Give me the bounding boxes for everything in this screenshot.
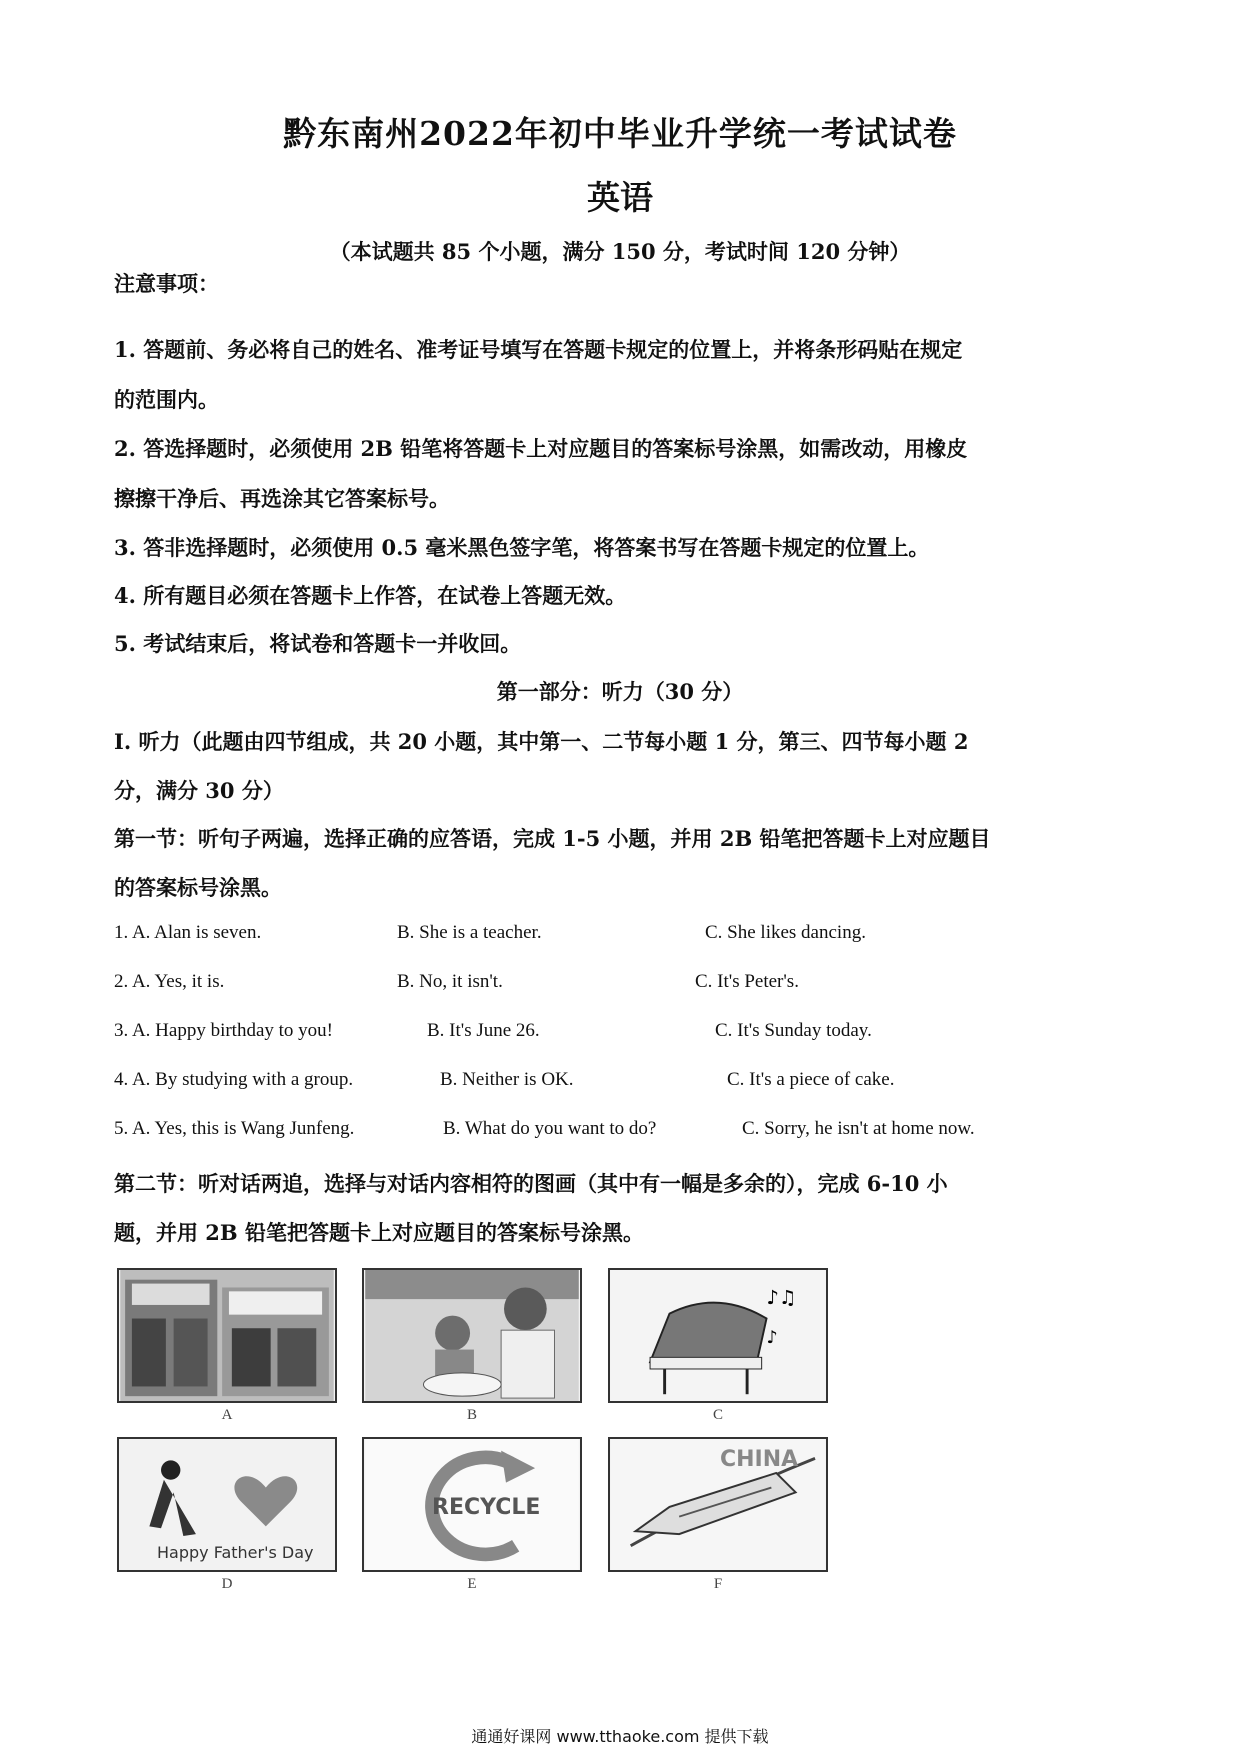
footer-credit: 通通好课网 www.tthaoke.com 提供下载 <box>471 1727 769 1746</box>
exam-title: 黔东南州2022年初中毕业升学统一考试试卷 <box>283 114 957 153</box>
section2-instructions: 第二节：听对话两追，选择与对话内容相符的图画（其中有一幅是多余的），完成 6-10 小 <box>114 1171 948 1196</box>
note-line: 3. 答非选择题时，必须使用 0.5 毫米黑色签字笔，将答案书写在答题卡规定的位置上。 <box>114 535 930 560</box>
option-b: B. What do you want to do? <box>443 1118 657 1139</box>
note-line: 的范围内。 <box>114 387 219 412</box>
option-a: 4. A. By studying with a group. <box>114 1069 354 1090</box>
note-line: 5. 考试结束后，将试卷和答题卡一并收回。 <box>114 631 522 656</box>
listening-intro: 分，满分 30 分） <box>114 778 284 803</box>
picture-c <box>608 1268 828 1403</box>
picture-f <box>608 1437 828 1572</box>
svg-text:♪♫: ♪♫ <box>766 1285 797 1309</box>
piano-icon <box>610 1270 826 1401</box>
section1-instructions: 第一节：听句子两遍，选择正确的应答语，完成 1-5 小题，并用 2B 铅笔把答题卡上对应题目 <box>114 826 991 851</box>
subject-title: 英语 <box>587 178 653 217</box>
picture-label: B <box>466 1407 477 1423</box>
option-c: C. It's Peter's. <box>695 971 799 992</box>
option-b: B. No, it isn't. <box>397 971 503 992</box>
picture-b <box>362 1268 582 1403</box>
note-line: 2. 答选择题时，必须使用 2B 铅笔将答题卡上对应题目的答案标号涂黑，如需改动，用橡皮 <box>114 436 968 461</box>
picture-caption: Happy Father's Day <box>157 1543 314 1562</box>
option-c: C. Sorry, he isn't at home now. <box>742 1118 975 1139</box>
note-line: 擦擦干净后、再选涂其它答案标号。 <box>114 486 450 511</box>
option-a: 2. A. Yes, it is. <box>114 971 225 992</box>
notes-heading: 注意事项： <box>114 271 219 296</box>
option-c: C. It's Sunday today. <box>715 1020 872 1041</box>
option-b: B. Neither is OK. <box>440 1069 574 1090</box>
bookstore-icon <box>119 1270 335 1401</box>
picture-label: A <box>221 1407 233 1423</box>
option-b: B. She is a teacher. <box>397 922 542 943</box>
picture-label: D <box>221 1576 233 1592</box>
part1-heading: 第一部分：听力（30 分） <box>496 679 744 704</box>
option-c: C. She likes dancing. <box>705 922 866 943</box>
exam-info: （本试题共 85 个小题，满分 150 分，考试时间 120 分钟） <box>329 239 911 264</box>
listening-intro: Ⅰ. 听力（此题由四节组成，共 20 小题，其中第一、二节每小题 1 分，第三、四节每小题 2 <box>114 729 969 754</box>
picture-caption: RECYCLE <box>432 1495 541 1520</box>
picture-d <box>117 1437 337 1572</box>
picture-caption: CHINA <box>720 1447 799 1472</box>
option-a: 3. A. Happy birthday to you! <box>114 1020 334 1041</box>
picture-label: E <box>467 1576 477 1592</box>
option-b: B. It's June 26. <box>427 1020 540 1041</box>
picture-label: F <box>713 1576 723 1592</box>
option-a: 1. A. Alan is seven. <box>114 922 262 943</box>
note-line: 1. 答题前、务必将自己的姓名、准考证号填写在答题卡规定的位置上，并将条形码贴在规定 <box>114 337 963 362</box>
section1-instructions: 的答案标号涂黑。 <box>114 875 282 900</box>
svg-text:♪: ♪ <box>766 1327 778 1348</box>
picture-label: C <box>712 1407 723 1423</box>
note-line: 4. 所有题目必须在答题卡上作答，在试卷上答题无效。 <box>114 583 627 608</box>
option-a: 5. A. Yes, this is Wang Junfeng. <box>114 1118 355 1139</box>
picture-a <box>117 1268 337 1403</box>
family-cooking-icon <box>364 1270 580 1401</box>
option-c: C. It's a piece of cake. <box>727 1069 895 1090</box>
section2-instructions: 题，并用 2B 铅笔把答题卡上对应题目的答案标号涂黑。 <box>114 1220 644 1245</box>
picture-e <box>362 1437 582 1572</box>
